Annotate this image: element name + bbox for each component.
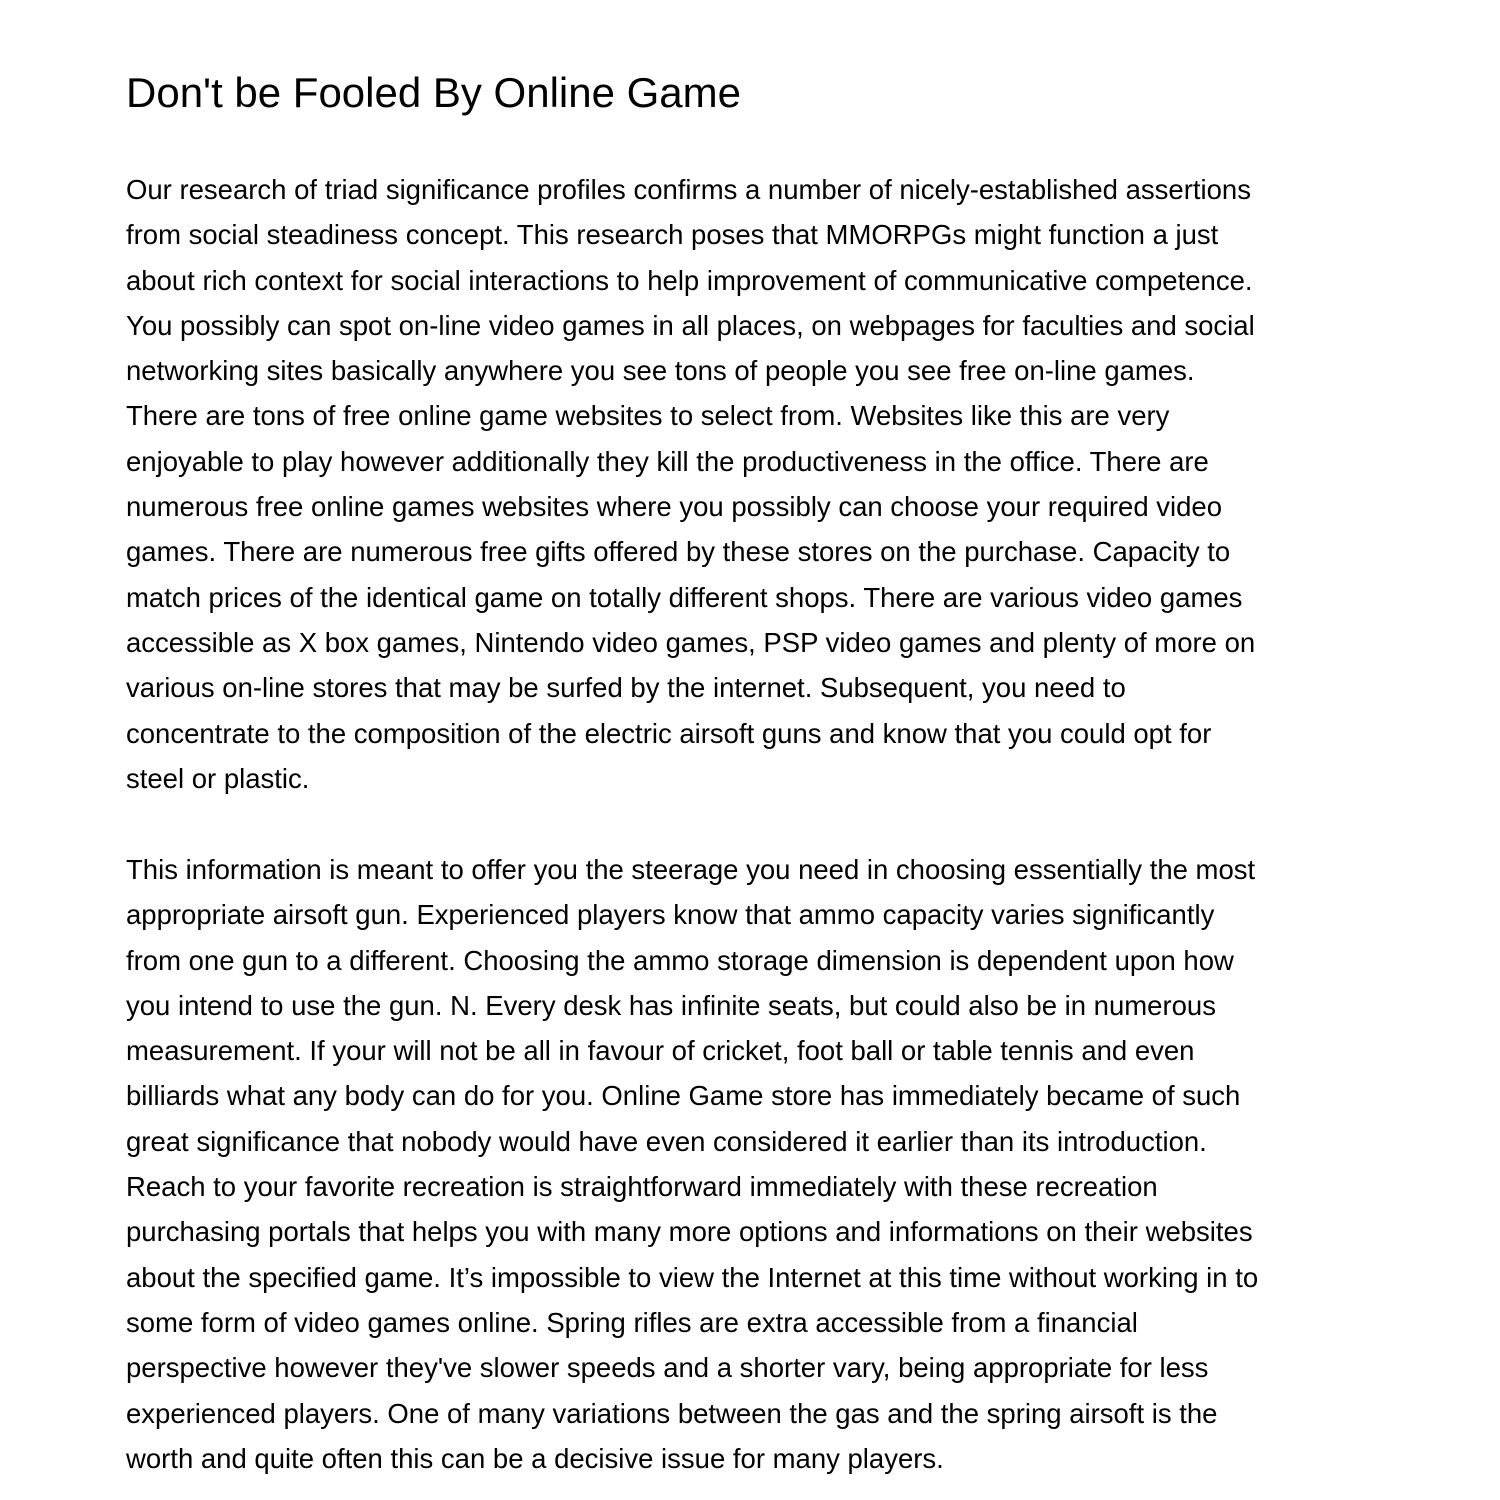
paragraph-line: You possibly can spot on-line video games in all places, on webpages for faculties and social (126, 309, 1255, 341)
paragraph-line: purchasing portals that helps you with many more options and informations on their websites (126, 1216, 1253, 1248)
paragraph-line: match prices of the identical game on totally different shops. There are various video games (126, 581, 1243, 613)
paragraph-line: accessible as X box games, Nintendo video games, PSP video games and plenty of more on (126, 626, 1256, 658)
paragraph-line: Our research of triad significance profiles confirms a number of nicely-established assertions (126, 174, 1251, 205)
paragraph-line: This information is meant to offer you the steerage you need in choosing essentially the most (126, 854, 1256, 885)
paragraph-line: you intend to use the gun. N. Every desk has infinite seats, but could also be in numerous (126, 989, 1216, 1021)
paragraph-line: There are tons of free online game websites to select from. Websites like this are very (126, 400, 1170, 432)
paragraph-2 (126, 847, 1376, 1481)
paragraph-line: steel or plastic. (126, 762, 310, 794)
paragraph-1 (126, 167, 1376, 801)
document-title: Don't be Fooled By Online Game (126, 69, 742, 116)
paragraph-line: from one gun to a different. Choosing the ammo storage dimension is dependent upon how (126, 944, 1234, 976)
paragraph-line: various on-line stores that may be surfed by the internet. Subsequent, you need to (126, 672, 1126, 704)
paragraph-line: measurement. If your will not be all in favour of cricket, foot ball or table tennis and even (126, 1035, 1195, 1067)
paragraph-line: worth and quite often this can be a decisive issue for many players. (126, 1442, 944, 1474)
paragraph-line: billiards what any body can do for you. Online Game store has immediately became of such (126, 1080, 1241, 1112)
paragraph-line: experienced players. One of many variations between the gas and the spring airsoft is the (126, 1397, 1218, 1429)
paragraph-line: numerous free online games websites where you possibly can choose your required video (126, 491, 1223, 523)
paragraph-line: appropriate airsoft gun. Experienced players know that ammo capacity varies significantly (126, 899, 1215, 931)
paragraph-line: from social steadiness concept. This research poses that MMORPGs might function a just (126, 219, 1219, 251)
paragraph-line: concentrate to the composition of the electric airsoft guns and know that you could opt for (126, 717, 1212, 749)
paragraph-line: perspective however they've slower speeds and a shorter vary, being appropriate for less (126, 1352, 1209, 1384)
paragraph-line: great significance that nobody would have even considered it earlier than its introduction. (126, 1125, 1207, 1157)
paragraph-line: some form of video games online. Spring rifles are extra accessible from a financial (126, 1306, 1138, 1338)
paragraph-line: networking sites basically anywhere you see tons of people you see free on-line games. (126, 355, 1195, 387)
paragraph-line: about the specified game. It’s impossible to view the Internet at this time without working in to (126, 1261, 1259, 1293)
paragraph-line: games. There are numerous free gifts offered by these stores on the purchase. Capacity to (126, 536, 1231, 568)
paragraph-line: Reach to your favorite recreation is straightforward immediately with these recreation (126, 1171, 1158, 1203)
paragraph-line: enjoyable to play however additionally they kill the productiveness in the office. There are (126, 445, 1209, 477)
paragraph-line: about rich context for social interactions to help improvement of communicative competence. (126, 264, 1253, 296)
